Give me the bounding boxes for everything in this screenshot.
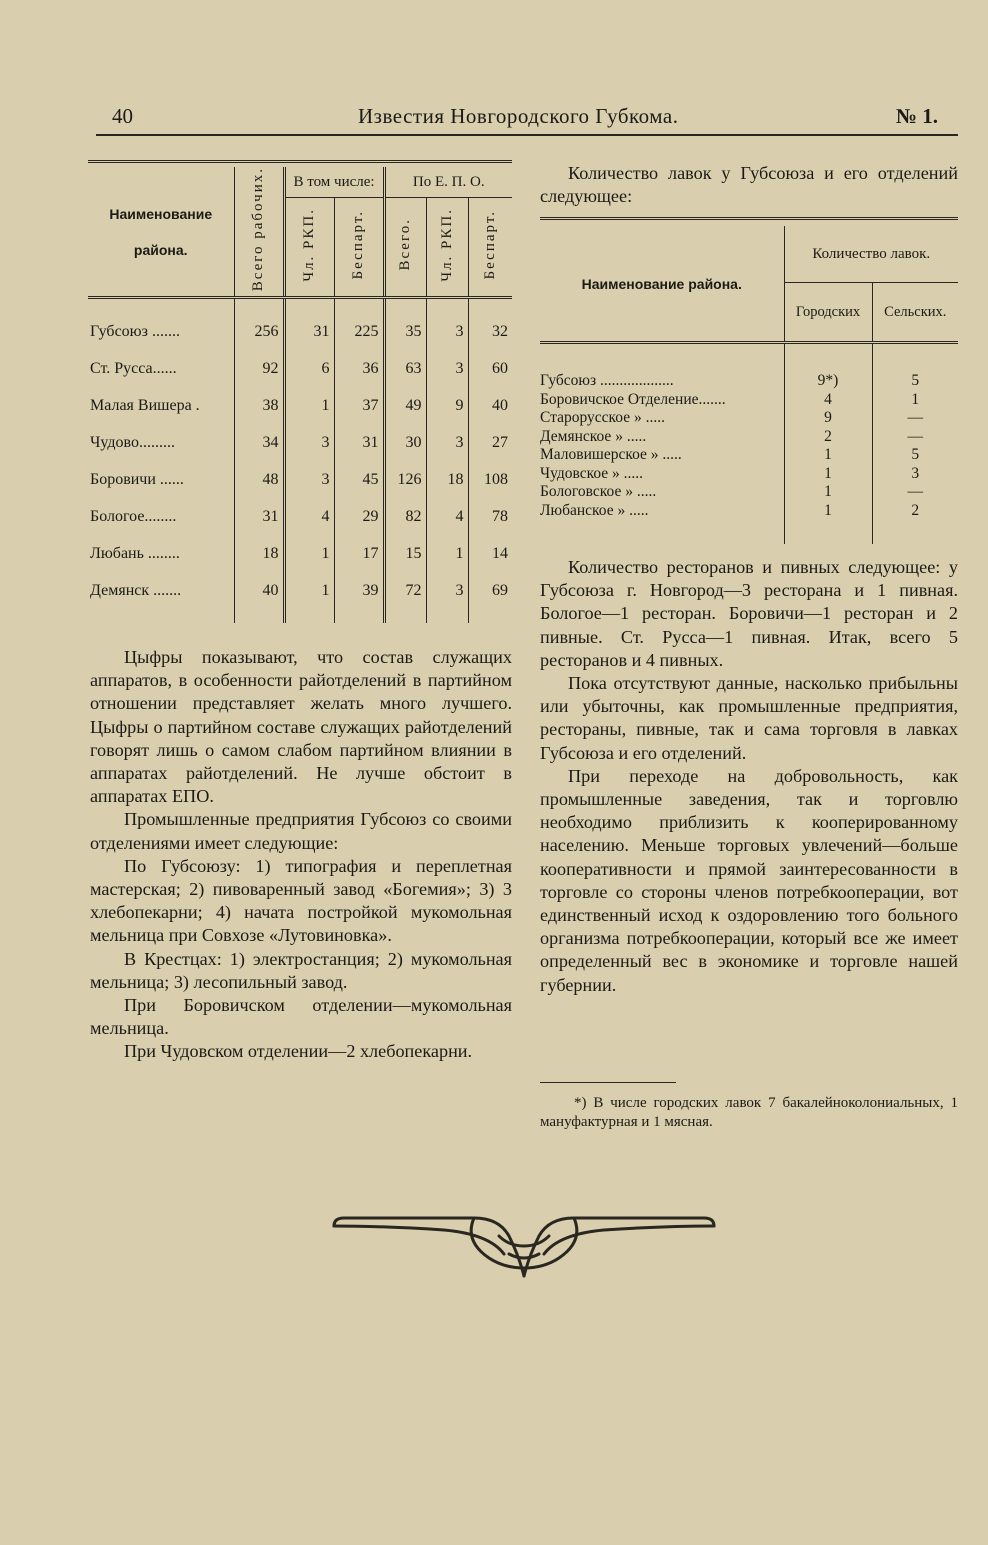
table-row (540, 502, 958, 521)
table-row (540, 428, 958, 447)
cell-epo-bespart: 60 (468, 350, 512, 387)
table-row (540, 372, 958, 391)
cell-rkp: 3 (284, 424, 334, 461)
cell-city: 9 (784, 409, 872, 428)
cell-name: Боровичи ...... (90, 470, 184, 488)
table-row (88, 424, 512, 461)
cell-rural: — (907, 483, 923, 500)
cell-name: Любань ........ (90, 544, 180, 562)
paragraph: Цыфры показывают, что состав служащих аппаратов, в особенности райотделений в партийном отношении представляет желать много лучшего. Цыфры о партийном составе служащих райотделений говорят лишь о самом слабом партийном влиянии в аппаратах райотделений. Не лучше обстоит в аппаратах ЕПО. (90, 647, 512, 807)
cell-name: Губсоюз ....... (90, 322, 180, 340)
workers-table (88, 160, 512, 623)
header-rule (96, 134, 958, 136)
cell-total: 38 (234, 387, 284, 424)
table-row (540, 465, 958, 484)
paragraph: В Крестцах: 1) электростанция; 2) мукомольная мельница; 3) лесопильный завод. (90, 948, 512, 992)
table-row (88, 461, 512, 498)
cell-total: 48 (234, 461, 284, 498)
cell-epo-total: 49 (384, 387, 426, 424)
table-top-rule (88, 160, 512, 167)
paragraph: Количество ресторанов и пивных следующее: у Губсоюза г. Новгород—3 ресторана и 1 пивная. Бологое—1 ресторан. Боровичи—1 ресторан и 2 пивные. Ст. Русса—1 пивная. Итак, всего 5 ресторанов и 4 пивных. (540, 557, 958, 670)
cell-rural: 2 (911, 501, 920, 519)
cell-epo-rkp: 4 (426, 498, 468, 535)
col-rural-header: Сельских. (872, 283, 958, 343)
cell-epo-rkp: 9 (426, 387, 468, 424)
cell-epo-bespart: 32 (468, 313, 512, 350)
table-spacer-row (88, 298, 512, 314)
cell-name: Демянск ....... (90, 581, 182, 599)
cell-epo-total: 35 (384, 313, 426, 350)
table-row (88, 387, 512, 424)
cell-epo-total: 63 (384, 350, 426, 387)
col-bespart-header (334, 198, 384, 298)
cell-city: 1 (784, 446, 872, 465)
cell-bespart: 45 (334, 461, 384, 498)
group-in-number-header: В том числе: (284, 167, 384, 198)
total-workers-label: Всего рабочих. (250, 167, 266, 292)
cell-city: 2 (784, 428, 872, 447)
epo-rkp-label: Чл. РКП. (438, 207, 455, 282)
cell-epo-total: 72 (384, 572, 426, 609)
table-row (540, 391, 958, 410)
cell-epo-bespart: 40 (468, 387, 512, 424)
footnote-rule (540, 1082, 676, 1083)
cell-epo-bespart: 78 (468, 498, 512, 535)
table-spacer-row (540, 520, 958, 544)
tailpiece-ornament-icon (324, 1196, 724, 1286)
group-shop-count-header: Количество лавок. (784, 226, 958, 283)
table-row (88, 535, 512, 572)
cell-city: 1 (784, 465, 872, 484)
paragraph: При переходе на добровольность, как промышленные заведения, так и торговлю необходимо приблизить к кооперированному населению. Меньше торговых увлечений—больше кооперативности и прямой заинтересованности в торговле со стороны членов потребкооперации, вот единственный исход к оздоровлению того больного организма потребкооперации, который все же имеет определенный вес в экономике и торговле нашей губернии. (540, 765, 958, 995)
table-spacer-row (540, 343, 958, 373)
cell-bespart: 29 (334, 498, 384, 535)
cell-name: Ст. Русса...... (90, 359, 177, 377)
epo-bespart-label: Беспарт. (481, 209, 498, 280)
group-epo-header: По Е. П. О. (384, 167, 512, 198)
cell-epo-rkp: 3 (426, 350, 468, 387)
journal-title: Известия Новгородского Губкома. (358, 104, 679, 128)
col-district-header: Наименование района. (88, 167, 234, 298)
col-district-header: Наименование района. (540, 226, 784, 343)
col-epo-total-header (384, 198, 426, 298)
cell-name: Маловишерское » ..... (540, 446, 682, 463)
running-header (96, 100, 958, 136)
cell-epo-rkp: 3 (426, 424, 468, 461)
cell-rkp: 31 (284, 313, 334, 350)
cell-epo-bespart: 108 (468, 461, 512, 498)
cell-epo-bespart: 69 (468, 572, 512, 609)
cell-epo-total: 15 (384, 535, 426, 572)
table-row (88, 572, 512, 609)
col-epo-bespart-header (468, 198, 512, 298)
cell-rural: — (907, 409, 923, 426)
cell-epo-bespart: 27 (468, 424, 512, 461)
paragraph: Промышленные предприятия Губсоюз со своими отделениями имеет следующие: (90, 809, 512, 853)
table-spacer-row (88, 609, 512, 623)
table-row (540, 409, 958, 428)
cell-total: 40 (234, 572, 284, 609)
col-total-workers-header (234, 167, 284, 298)
cell-name: Бологовское » ..... (540, 483, 657, 500)
cell-rkp: 1 (284, 387, 334, 424)
cell-epo-bespart: 14 (468, 535, 512, 572)
cell-city: 4 (784, 391, 872, 410)
cell-rural: 5 (911, 446, 920, 463)
cell-city: 1 (784, 502, 872, 521)
cell-city: 1 (784, 483, 872, 502)
cell-name: Чудово......... (90, 433, 175, 451)
table-top-rule (540, 217, 958, 226)
cell-rkp: 1 (284, 535, 334, 572)
cell-name: Бологое........ (90, 507, 177, 525)
footnote-text: *) В числе городских лавок 7 бакалейноколониальных, 1 мануфактурная и 1 мясная. (540, 1095, 958, 1130)
cell-bespart: 225 (334, 313, 384, 350)
footnote (540, 1094, 958, 1132)
cell-epo-total: 82 (384, 498, 426, 535)
col-city-header: Городских (784, 283, 872, 343)
cell-bespart: 37 (334, 387, 384, 424)
cell-epo-rkp: 3 (426, 313, 468, 350)
paragraph: При Чудовском отделении—2 хлебопекарни. (124, 1041, 473, 1062)
cell-name: Чудовское » ..... (540, 464, 644, 482)
paragraph: Пока отсутствуют данные, насколько прибыльны или убыточны, как промышленные предприятия, рестораны, пивные, так и сама торговля в лавках Губсоюза и его отделений. (540, 673, 958, 763)
cell-rural: 3 (911, 464, 920, 482)
table-row (88, 350, 512, 387)
cell-epo-rkp: 3 (426, 572, 468, 609)
cell-rkp: 3 (284, 461, 334, 498)
cell-bespart: 17 (334, 535, 384, 572)
cell-name: Боровичское Отделение....... (540, 390, 726, 408)
table-row (540, 446, 958, 465)
cell-name: Губсоюз ................... (540, 372, 674, 389)
cell-bespart: 36 (334, 350, 384, 387)
cell-name: Старорусское » ..... (540, 409, 665, 426)
cell-rural: — (907, 427, 923, 445)
cell-total: 18 (234, 535, 284, 572)
cell-name: Любанское » ..... (540, 501, 649, 519)
rkp-label: Чл. РКП. (301, 207, 317, 282)
col-rkp-header (284, 198, 334, 298)
cell-total: 92 (234, 350, 284, 387)
cell-epo-rkp: 18 (426, 461, 468, 498)
cell-rkp: 4 (284, 498, 334, 535)
page-number: 40 (112, 104, 133, 128)
cell-total: 34 (234, 424, 284, 461)
paragraph: По Губсоюзу: 1) типография и переплетная мастерская; 2) пивоваренный завод «Богемия»; 3) 3 хлебопекарни; 4) начата постройкой мукомольная мельница при Совхозе «Лутовиновка». (90, 855, 512, 946)
cell-epo-rkp: 1 (426, 535, 468, 572)
cell-name: Малая Вишера . (90, 396, 200, 414)
col-epo-rkp-header (426, 198, 468, 298)
epo-total-label: Всего. (397, 218, 414, 271)
shops-intro-text (540, 162, 958, 208)
paragraph: При Боровичском отделении—мукомольная мельница. (90, 995, 512, 1039)
cell-bespart: 31 (334, 424, 384, 461)
cell-epo-total: 126 (384, 461, 426, 498)
cell-bespart: 39 (334, 572, 384, 609)
cell-rural: 5 (911, 372, 920, 389)
table-row (88, 313, 512, 350)
cell-name: Демянское » ..... (540, 427, 647, 445)
cell-epo-total: 30 (384, 424, 426, 461)
cell-total: 31 (234, 498, 284, 535)
shops-table (540, 217, 958, 544)
cell-rkp: 6 (284, 350, 334, 387)
issue-number: № 1. (895, 104, 938, 128)
left-column-text (90, 646, 512, 1064)
cell-rkp: 1 (284, 572, 334, 609)
cell-total: 256 (234, 313, 284, 350)
bespart-label: Беспарт. (350, 209, 366, 280)
table-row (88, 498, 512, 535)
table-row (540, 483, 958, 502)
cell-city: 9*) (784, 372, 872, 391)
cell-rural: 1 (911, 390, 920, 408)
right-column-text (540, 556, 958, 997)
paragraph: Количество лавок у Губсоюза и его отделений следующее: (540, 163, 958, 207)
